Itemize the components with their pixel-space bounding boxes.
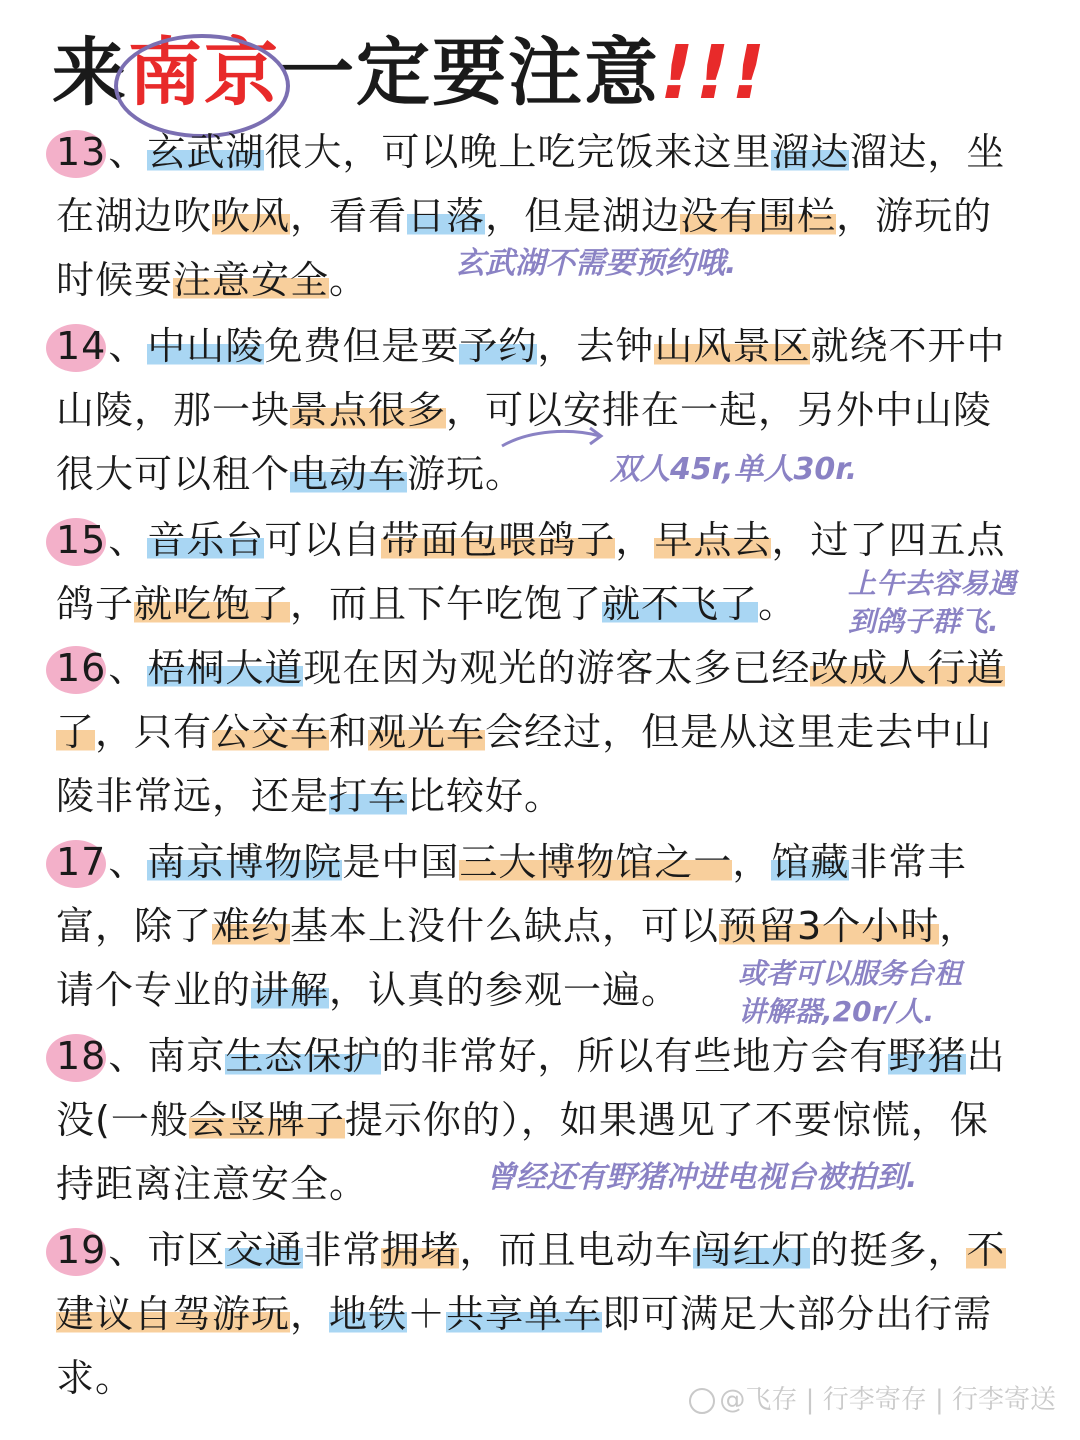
highlight-orange: 预留3个小时: [719, 904, 940, 948]
item-separator: 、: [108, 518, 148, 562]
handwritten-note-17-line1: 或者可以服务台租: [738, 957, 963, 990]
highlight-orange: 注意安全: [173, 258, 330, 302]
highlight-blue: 闯红灯: [693, 1228, 811, 1272]
tip-item-16: [56, 636, 1016, 828]
text-segment: 和: [329, 710, 369, 754]
text-segment: 非常丰富，除了: [56, 840, 967, 948]
text-segment: ，而且电动车: [459, 1228, 694, 1272]
text-segment: 市区: [147, 1228, 226, 1272]
text-segment: ，去钟: [537, 324, 655, 368]
highlight-blue: 讲解: [251, 968, 330, 1012]
item-separator: 、: [108, 646, 148, 690]
text-segment: 免费但是要: [264, 324, 460, 368]
text-segment: 。: [758, 582, 798, 626]
handwritten-note-15-line2: 到鸽子群飞.: [848, 605, 999, 638]
arrow-icon: [500, 424, 610, 454]
handwritten-note-14: 双人45r,单人30r.: [610, 452, 858, 487]
text-segment: 南京: [147, 1034, 226, 1078]
text-segment: 出没(一般: [56, 1034, 1006, 1142]
highlight-blue: 溜达: [771, 130, 850, 174]
item-number: 15: [56, 508, 108, 572]
item-number: 19: [56, 1218, 108, 1282]
text-segment: 溜达，坐在湖边吹: [56, 130, 1006, 238]
text-segment: ，: [732, 840, 772, 884]
highlight-blue: 玄武湖: [147, 130, 265, 174]
tip-item-13: [56, 120, 1016, 312]
highlight-blue: 中山陵: [147, 324, 265, 368]
text-segment: 可以自: [264, 518, 382, 562]
text-segment: ，只有: [95, 710, 213, 754]
watermark-text: @飞存 | 行李寄存 | 行李寄送: [719, 1385, 1056, 1415]
text-segment: ，而且下午吃饱了: [290, 582, 603, 626]
text-segment: 很大，可以晚上吃完饭来这里: [264, 130, 772, 174]
text-segment: 游玩。: [407, 452, 525, 496]
item-number: 18: [56, 1024, 108, 1088]
highlight-orange: 山风景区: [654, 324, 811, 368]
highlight-orange: 三大博物馆之一: [459, 840, 733, 884]
text-segment: ，请个专业的: [56, 904, 979, 1012]
text-segment: ，: [615, 518, 655, 562]
text-segment: 就绕不开中山陵，那一块: [56, 324, 1006, 432]
highlight-orange: 会竖牌子: [188, 1098, 345, 1142]
highlight-blue: 交通: [225, 1228, 304, 1272]
text-segment: 即可满足大部分出行需求。: [56, 1292, 993, 1400]
highlight-orange: 就吃饱了: [134, 582, 291, 626]
text-segment: ，但是湖边: [485, 194, 681, 238]
highlight-orange: 观光车: [368, 710, 486, 754]
item-number: 13: [56, 120, 108, 184]
text-segment: 现在因为观光的游客太多已经: [303, 646, 811, 690]
handwritten-note-18: 曾经还有野猪冲进电视台被拍到.: [486, 1160, 918, 1195]
text-segment: 比较好。: [407, 774, 564, 818]
title-highlight: 南京: [128, 30, 280, 116]
brand-logo-icon: [689, 1388, 715, 1414]
text-segment: 的挺多，: [810, 1228, 967, 1272]
title-exclamation: !!!: [660, 30, 768, 116]
text-segment: ，可以安排在一起，另外中山陵很大可以租个: [56, 388, 993, 496]
text-segment: 是中国: [342, 840, 460, 884]
highlight-blue: 音乐台: [147, 518, 265, 562]
highlight-orange: 吹风: [212, 194, 291, 238]
highlight-blue: 馆藏: [771, 840, 850, 884]
item-number: 16: [56, 636, 108, 700]
page-title: [52, 18, 767, 128]
handwritten-note-17-line2: 讲解器,20r/人.: [738, 995, 935, 1028]
item-separator: 、: [108, 1034, 148, 1078]
text-segment: 基本上没什么缺点，可以: [290, 904, 720, 948]
highlight-orange: 不建议自驾游玩: [56, 1228, 1006, 1336]
highlight-orange: 早点去: [654, 518, 772, 562]
text-segment: 非常: [303, 1228, 382, 1272]
text-segment: 。: [329, 258, 369, 302]
highlight-orange: 公交车: [212, 710, 330, 754]
item-number: 14: [56, 314, 108, 378]
item-separator: 、: [108, 840, 148, 884]
highlight-blue: 电动车: [290, 452, 408, 496]
highlight-orange: 带面包喂鸽子: [381, 518, 616, 562]
highlight-orange: 没有围栏: [680, 194, 837, 238]
highlight-orange: 拥堵: [381, 1228, 460, 1272]
watermark: [689, 1379, 1056, 1416]
text-segment: ，: [290, 1292, 330, 1336]
text-segment: 会经过，但是从这里走去中山陵非常远，还是: [56, 710, 993, 818]
highlight-blue: 梧桐大道: [147, 646, 304, 690]
item-separator: 、: [108, 324, 148, 368]
item-separator: 、: [108, 130, 148, 174]
item-separator: 、: [108, 1228, 148, 1272]
text-segment: ，过了四五点鸽子: [56, 518, 1006, 626]
text-segment: ，游玩的时候要: [56, 194, 993, 302]
highlight-blue: 地铁: [329, 1292, 408, 1336]
text-segment: ，看看: [290, 194, 408, 238]
text-segment: ，认真的参观一遍。: [329, 968, 681, 1012]
handwritten-note-13: 玄武湖不需要预约哦.: [455, 246, 737, 281]
highlight-orange: 改成人行道了: [56, 646, 1006, 754]
highlight-blue: 予约: [459, 324, 538, 368]
highlight-blue: 野猪: [888, 1034, 967, 1078]
highlight-blue: 南京博物院: [147, 840, 343, 884]
text-segment: 提示你的），如果遇见了不要惊慌，保持距离注意安全。: [56, 1098, 989, 1206]
title-suffix: 一定要注意: [280, 30, 660, 116]
tip-item-14: [56, 314, 1016, 506]
highlight-blue: 日落: [407, 194, 486, 238]
text-segment: 的非常好，所以有些地方会有: [381, 1034, 889, 1078]
handwritten-note-15-line1: 上午去容易遇: [848, 567, 1017, 600]
highlight-orange: 难约: [212, 904, 291, 948]
highlight-orange: 景点很多: [290, 388, 447, 432]
text-segment: ＋: [407, 1292, 447, 1336]
highlight-blue: 打车: [329, 774, 408, 818]
item-number: 17: [56, 830, 108, 894]
highlight-blue: 共享单车: [446, 1292, 603, 1336]
highlight-blue: 生态保护: [225, 1034, 382, 1078]
highlight-blue: 就不飞了: [602, 582, 759, 626]
title-prefix: 来: [52, 30, 128, 116]
